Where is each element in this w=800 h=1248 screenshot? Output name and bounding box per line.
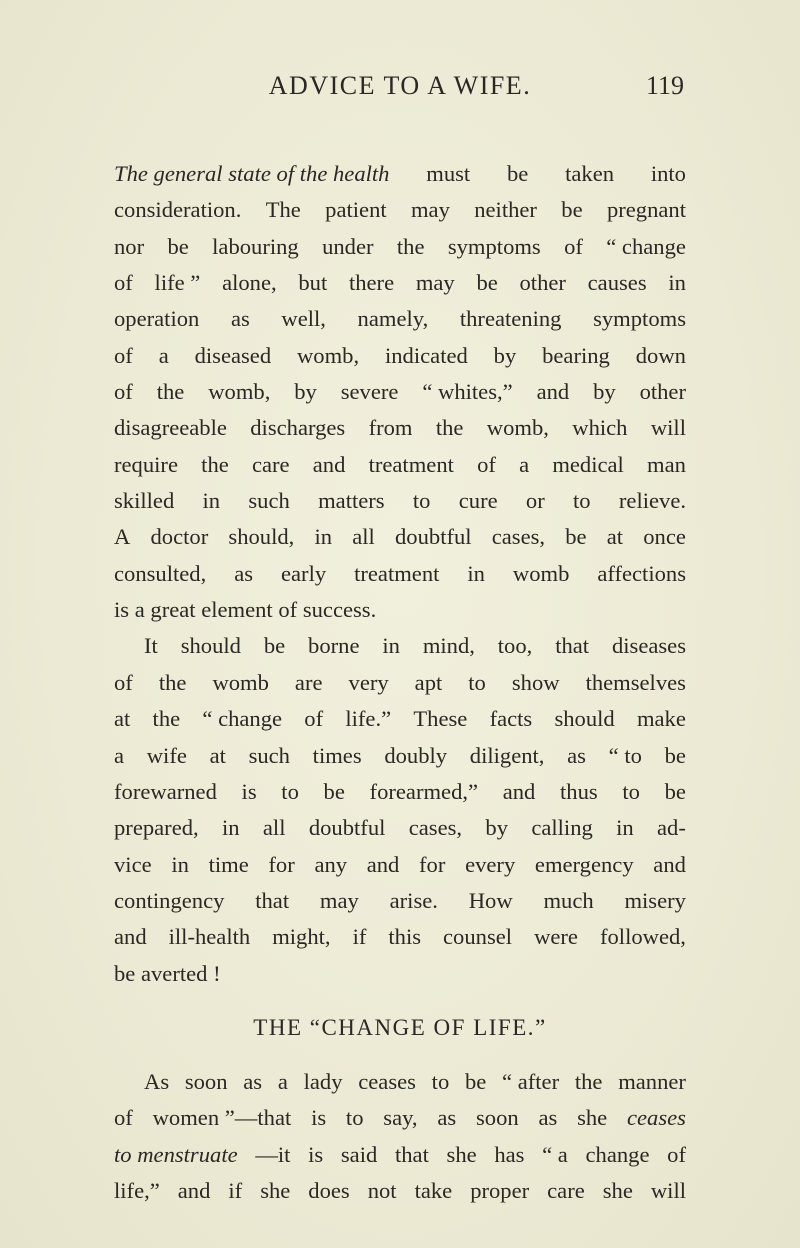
word: in bbox=[668, 270, 686, 296]
word: diligent, bbox=[469, 742, 545, 768]
word: doctor bbox=[150, 524, 209, 550]
word: apt bbox=[414, 669, 443, 695]
word: cases, bbox=[408, 815, 463, 841]
word: in bbox=[382, 633, 400, 659]
word: matters bbox=[318, 488, 385, 514]
word: in bbox=[171, 851, 189, 877]
word: cure bbox=[458, 488, 498, 514]
word: be bbox=[561, 197, 583, 223]
word: symptoms bbox=[447, 233, 541, 259]
word: take bbox=[414, 1177, 453, 1203]
word: as bbox=[567, 742, 586, 768]
word: may bbox=[415, 270, 455, 296]
word: bearing bbox=[542, 342, 610, 368]
word: borne bbox=[308, 633, 360, 659]
word: but bbox=[298, 270, 328, 296]
word: by bbox=[294, 379, 317, 405]
word: affections bbox=[597, 560, 686, 586]
word: at bbox=[114, 706, 131, 732]
word: as bbox=[230, 306, 250, 332]
word: nor bbox=[114, 233, 145, 259]
section-heading: THE “CHANGE OF LIFE.” bbox=[253, 1014, 547, 1040]
word: by bbox=[593, 379, 616, 405]
word: wife bbox=[146, 742, 187, 768]
word: “ whites,” bbox=[422, 379, 513, 405]
italic-phrase: ceases bbox=[626, 1105, 686, 1131]
text-line bbox=[114, 156, 686, 192]
paragraph bbox=[114, 1064, 686, 1209]
word: “ a bbox=[542, 1141, 568, 1167]
text-line bbox=[114, 338, 686, 374]
word: and bbox=[366, 851, 400, 877]
word: womb bbox=[212, 669, 269, 695]
text-line bbox=[114, 483, 686, 519]
word: namely, bbox=[357, 306, 429, 332]
word: womb, bbox=[208, 379, 271, 405]
word: pregnant bbox=[606, 197, 686, 223]
text-line bbox=[114, 192, 686, 228]
word: there bbox=[348, 270, 395, 296]
word: should, bbox=[228, 524, 295, 550]
word: such bbox=[248, 742, 290, 768]
word: might, bbox=[272, 924, 331, 950]
word: threatening bbox=[459, 306, 562, 332]
word: very bbox=[348, 669, 389, 695]
word: a bbox=[158, 342, 169, 368]
word: by bbox=[485, 815, 508, 841]
word: as bbox=[437, 1105, 457, 1131]
word: must bbox=[426, 161, 471, 186]
word: this bbox=[388, 924, 422, 950]
word: is bbox=[311, 1105, 327, 1131]
word: has bbox=[494, 1141, 525, 1167]
word: doubly bbox=[384, 742, 448, 768]
word: will bbox=[650, 1177, 686, 1203]
word: that bbox=[555, 633, 590, 659]
word: a bbox=[519, 451, 530, 477]
word: “ to bbox=[608, 742, 642, 768]
word: doubtful bbox=[308, 815, 386, 841]
word: is a great element of success. bbox=[114, 597, 377, 623]
text-line bbox=[114, 1100, 686, 1136]
word: womb, bbox=[486, 415, 549, 441]
word: A bbox=[114, 524, 131, 550]
word: to bbox=[622, 778, 640, 804]
text-line bbox=[114, 738, 686, 774]
word: as bbox=[243, 1068, 263, 1094]
text-line bbox=[114, 956, 686, 992]
word: the bbox=[152, 706, 181, 732]
word: to bbox=[468, 669, 486, 695]
word: ceases bbox=[358, 1068, 416, 1094]
word: patient bbox=[325, 197, 387, 223]
word: a bbox=[114, 742, 125, 768]
word: themselves bbox=[585, 669, 686, 695]
word: if bbox=[352, 924, 367, 950]
word: indicated bbox=[384, 342, 468, 368]
word: be bbox=[664, 742, 686, 768]
word: to bbox=[345, 1105, 364, 1131]
word: forewarned bbox=[114, 778, 217, 804]
word: she bbox=[577, 1105, 608, 1131]
word: womb, bbox=[296, 342, 360, 368]
paragraph bbox=[114, 156, 686, 628]
word: ad- bbox=[657, 815, 686, 841]
word: for bbox=[419, 851, 446, 877]
word: every bbox=[465, 851, 516, 877]
word: “ after bbox=[502, 1068, 560, 1094]
word: too, bbox=[497, 633, 533, 659]
word: be bbox=[507, 161, 529, 186]
word: skilled bbox=[114, 488, 175, 514]
word: manner bbox=[618, 1068, 686, 1094]
word: in bbox=[616, 815, 634, 841]
word: the bbox=[396, 233, 425, 259]
word: women ”—that bbox=[152, 1105, 292, 1131]
word: diseases bbox=[611, 633, 686, 659]
word: relieve. bbox=[618, 488, 686, 514]
word: may bbox=[410, 197, 450, 223]
word: life.” bbox=[345, 706, 392, 732]
word: as bbox=[538, 1105, 558, 1131]
word: the bbox=[156, 379, 185, 405]
word: and bbox=[114, 924, 147, 950]
italic-phrase: to menstruate bbox=[114, 1141, 238, 1167]
word: said bbox=[340, 1141, 378, 1167]
word: of bbox=[114, 270, 133, 296]
word: in bbox=[467, 560, 485, 586]
text-line bbox=[114, 1064, 686, 1100]
word: discharges bbox=[250, 415, 346, 441]
word: care bbox=[547, 1177, 585, 1203]
word: proper bbox=[470, 1177, 530, 1203]
word: may bbox=[319, 887, 359, 913]
word: of bbox=[304, 706, 324, 732]
word: soon bbox=[184, 1068, 228, 1094]
word: treatment bbox=[354, 560, 440, 586]
word: times bbox=[312, 742, 362, 768]
word: misery bbox=[624, 887, 686, 913]
word: be bbox=[167, 233, 189, 259]
word: and bbox=[312, 451, 346, 477]
text-line bbox=[114, 592, 686, 628]
page-number: 119 bbox=[645, 71, 684, 100]
word: soon bbox=[475, 1105, 519, 1131]
word: and bbox=[177, 1177, 211, 1203]
word: consulted, bbox=[114, 560, 207, 586]
word: be averted ! bbox=[114, 960, 221, 986]
word: arise. bbox=[389, 887, 438, 913]
word: in bbox=[222, 815, 240, 841]
text-line bbox=[114, 1137, 686, 1173]
word: as bbox=[234, 560, 254, 586]
word: will bbox=[650, 415, 686, 441]
word: How bbox=[468, 887, 513, 913]
text-line bbox=[114, 665, 686, 701]
text-line bbox=[114, 410, 686, 446]
text-line bbox=[114, 1173, 686, 1209]
word: contingency bbox=[114, 887, 225, 913]
word: she bbox=[602, 1177, 633, 1203]
word: the bbox=[574, 1068, 603, 1094]
word: a bbox=[277, 1068, 288, 1094]
word: change bbox=[585, 1141, 650, 1167]
word: womb bbox=[512, 560, 570, 586]
word: “ change bbox=[202, 706, 283, 732]
paragraph bbox=[114, 628, 686, 991]
word: the bbox=[201, 451, 229, 477]
text-line bbox=[114, 556, 686, 592]
word: As bbox=[144, 1068, 170, 1094]
word: care bbox=[251, 451, 290, 477]
word: doubtful bbox=[395, 524, 472, 550]
word: ill-health bbox=[168, 924, 251, 950]
word: life ” bbox=[154, 270, 201, 296]
word: the bbox=[158, 669, 187, 695]
word: all bbox=[262, 815, 286, 841]
word: consideration. bbox=[114, 197, 242, 223]
word: symptoms bbox=[593, 306, 686, 332]
word: labouring bbox=[212, 233, 299, 259]
word: or bbox=[525, 488, 545, 514]
word: that bbox=[394, 1141, 429, 1167]
word: The bbox=[265, 197, 301, 223]
word: operation bbox=[114, 306, 200, 332]
word: treatment bbox=[368, 451, 454, 477]
word: is bbox=[308, 1141, 324, 1167]
text-line bbox=[114, 229, 686, 265]
word: into bbox=[650, 161, 686, 186]
text-line bbox=[114, 447, 686, 483]
word: other bbox=[639, 379, 686, 405]
word: any bbox=[314, 851, 348, 877]
word: is bbox=[241, 778, 257, 804]
word: calling bbox=[531, 815, 593, 841]
word: that bbox=[255, 887, 290, 913]
word: be bbox=[263, 633, 286, 659]
word: man bbox=[647, 451, 686, 477]
word: all bbox=[352, 524, 375, 550]
word: the bbox=[435, 415, 464, 441]
word: It bbox=[144, 633, 158, 659]
word: and bbox=[502, 778, 536, 804]
word: diseased bbox=[194, 342, 272, 368]
word: to bbox=[412, 488, 431, 514]
running-head bbox=[0, 66, 800, 106]
word: for bbox=[268, 851, 295, 877]
word: time bbox=[208, 851, 249, 877]
word: say, bbox=[383, 1105, 418, 1131]
word: be bbox=[664, 778, 686, 804]
word: show bbox=[511, 669, 560, 695]
word: alone, bbox=[222, 270, 277, 296]
word: be bbox=[476, 270, 498, 296]
word: other bbox=[519, 270, 566, 296]
word: well, bbox=[281, 306, 326, 332]
word: and bbox=[536, 379, 570, 405]
word: —it bbox=[255, 1141, 291, 1167]
text-line bbox=[114, 628, 686, 664]
word: early bbox=[280, 560, 327, 586]
word: much bbox=[543, 887, 594, 913]
running-title: ADVICE TO A WIFE. bbox=[268, 71, 532, 100]
word: be bbox=[565, 524, 587, 550]
word: of bbox=[667, 1141, 686, 1167]
word: does bbox=[308, 1177, 350, 1203]
word: disagreeable bbox=[114, 415, 227, 441]
word: should bbox=[180, 633, 241, 659]
word: vice bbox=[114, 851, 152, 877]
word: should bbox=[554, 706, 615, 732]
word: life,” bbox=[114, 1177, 160, 1203]
word: to bbox=[281, 778, 299, 804]
word: facts bbox=[489, 706, 533, 732]
word: at bbox=[606, 524, 624, 550]
word: which bbox=[572, 415, 628, 441]
word: down bbox=[635, 342, 686, 368]
word: to bbox=[573, 488, 591, 514]
word: be bbox=[464, 1068, 487, 1094]
word: under bbox=[322, 233, 374, 259]
word: are bbox=[294, 669, 323, 695]
word: by bbox=[493, 342, 517, 368]
word: in bbox=[314, 524, 333, 550]
word: she bbox=[260, 1177, 291, 1203]
word: mind, bbox=[422, 633, 475, 659]
word: counsel bbox=[443, 924, 513, 950]
text-line bbox=[114, 883, 686, 919]
word: in bbox=[202, 488, 221, 514]
word: of bbox=[564, 233, 583, 259]
word: if bbox=[228, 1177, 243, 1203]
word: “ change bbox=[606, 233, 686, 259]
word: she bbox=[446, 1141, 477, 1167]
word: make bbox=[636, 706, 686, 732]
word: thus bbox=[560, 778, 598, 804]
text-line bbox=[114, 701, 686, 737]
text-line bbox=[114, 774, 686, 810]
word: from bbox=[368, 415, 413, 441]
word: of bbox=[477, 451, 496, 477]
italic-phrase: The general state of the health bbox=[114, 161, 390, 186]
word: severe bbox=[340, 379, 399, 405]
word: prepared, bbox=[114, 815, 199, 841]
word: medical bbox=[552, 451, 624, 477]
word: taken bbox=[565, 161, 615, 186]
word: were bbox=[534, 924, 578, 950]
text-line bbox=[114, 301, 686, 337]
word: be bbox=[323, 778, 345, 804]
word: cases, bbox=[491, 524, 546, 550]
text-line bbox=[114, 847, 686, 883]
text-line bbox=[114, 374, 686, 410]
word: and bbox=[653, 851, 686, 877]
word: followed, bbox=[599, 924, 686, 950]
word: neither bbox=[474, 197, 537, 223]
text-line bbox=[114, 265, 686, 301]
word: at bbox=[209, 742, 226, 768]
word: of bbox=[114, 1105, 133, 1131]
word: to bbox=[431, 1068, 450, 1094]
word: emergency bbox=[534, 851, 634, 877]
word: of bbox=[114, 342, 133, 368]
word: require bbox=[114, 451, 178, 477]
word: of bbox=[114, 379, 133, 405]
word: of bbox=[114, 669, 133, 695]
body-text bbox=[114, 156, 686, 1209]
text-line bbox=[114, 919, 686, 955]
word: once bbox=[643, 524, 686, 550]
word: causes bbox=[587, 270, 647, 296]
word: not bbox=[367, 1177, 397, 1203]
text-line bbox=[114, 519, 686, 555]
word: forearmed,” bbox=[369, 778, 479, 804]
word: lady bbox=[303, 1068, 343, 1094]
text-line bbox=[114, 810, 686, 846]
word: such bbox=[248, 488, 290, 514]
word: These bbox=[413, 706, 468, 732]
